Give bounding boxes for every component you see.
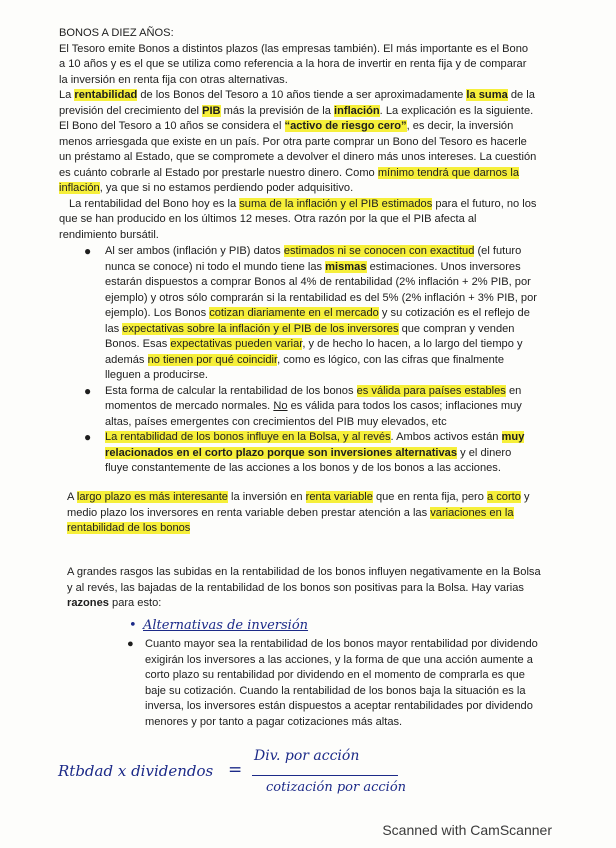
text: Esta forma de calcular la rentabilidad de los bonos [105,384,357,397]
bullet-icon: ● [127,638,134,650]
underlined-text: No [273,400,288,412]
text: más la previsión de la [220,104,335,117]
highlight: no tienen por qué coincidir [147,353,278,366]
highlight: la suma [466,89,508,101]
text: y su cotización es el reflejo de las [105,307,530,335]
highlight: es válida para países estables [356,384,506,397]
text: Cuanto mayor sea la rentabilidad de los bonos mayor rentabilidad por dividendo exigirán los inversores a las acciones, y la forma de que una acción aumente a corto plazo su rentabilidad por dividendo en el momento de comprarla es que baje su cotización. Cuando la rentabilidad de los bonos baja la situación es la inversa, los inversores están dispuestos a aceptar rentabilidades por dividendo menores y por tanto a pagar cotizaciones más altas. [145,638,538,728]
activo-paragraph [59,119,537,197]
bullet-icon: • [129,617,137,633]
fraction-bar [252,775,398,776]
handwritten-note [129,618,545,634]
text: A [67,491,77,503]
bullet-icon: ● [84,383,92,398]
highlight: suma de la inflación y el PIB estimados [239,197,433,210]
text: (el futuro nunca se conoce) ni todo el mundo tiene las [105,245,522,273]
formula-equals: = [228,760,243,780]
text: A grandes rasgos las subidas en la rentabilidad de los bonos influyen negativamente en la Bolsa y al revés, las bajadas de la rentabilidad de los bonos son positivas para la Bolsa. Hay varias [67,566,541,594]
highlight: variaciones en la rentabilidad de los bonos [67,506,514,534]
list-item [84,244,537,384]
text: para el futuro, no los que se han producido en los últimos 12 meses. Otra razón por la que el PIB afecta al rendimiento bursátil. [59,197,537,241]
scanner-watermark: Scanned with CamScanner [382,822,552,838]
text: estimaciones. Unos inversores estarán dispuestos a comprar Bonos al 4% de rentabilidad (2% inflación + 2% PIB, por ejemplo) y otros sólo comprarán si la rentabilidad es del 5% (2% inflación + 3% PIB, por ejemplo). Los Bonos [105,260,537,319]
text: , y de hecho lo hacen, a lo largo del tiempo y además [105,338,523,366]
text: y medio plazo los inversores en renta variable deben prestar atención a las [67,491,530,519]
formula-denominator: cotización por acción [266,780,407,795]
list-item [84,384,537,431]
text: que compran y venden Bonos. Esas [105,322,515,350]
text: , ya que si no estamos perdiendo poder adquisitivo. [99,182,354,194]
list-item [127,637,545,730]
list-item [84,430,537,477]
highlight: rentabilidad [74,89,138,101]
text: la inversión en [227,491,306,503]
text: El Bono del Tesoro a 10 años se considera el [59,120,285,132]
highlight: muy relacionados en el corto plazo porque son inversiones alternativas [105,431,525,459]
bono-hoy-paragraph [59,197,537,244]
text: es válida para todos los casos; inflaciones muy altas, países emergentes con crecimientos del PIB muy elevados, etc [105,400,522,428]
highlight: PIB [202,104,221,117]
rentabilidad-paragraph [59,88,537,119]
bullet-icon: ● [84,244,92,258]
highlight: largo plazo es más interesante [76,491,228,503]
text: , como es lógico, con las cifras que finalmente lleguen a producirse. [105,353,505,381]
text: Al ser ambos (inflación y PIB) datos [105,245,284,257]
handwritten-text: Alternativas de inversión [143,617,309,633]
text: que en renta fija, pero [372,491,487,503]
formula-lhs: Rtbdad x dividendos [58,762,214,780]
highlight: expectativas pueden variar [170,338,303,350]
highlight: a corto [487,491,521,503]
highlight: “activo de riesgo cero” [284,120,407,132]
text: para esto: [108,597,162,609]
text: de los Bonos del Tesoro a 10 años tiende a ser aproximadamente [137,89,467,101]
text: . La explicación es la siguiente. [379,104,534,117]
highlight: expectativas sobre la inflación y el PIB de los inversores [122,322,399,335]
doc-title: BONOS A DIEZ AÑOS: [59,27,174,39]
highlight: mismas [325,260,367,273]
bullet-icon: ● [84,430,92,444]
intro-paragraph: El Tesoro emite Bonos a distintos plazos (las empresas también). El más importante es el Bono a 10 años y es el que se utiliza como referencia a la hora de invertir en renta fija y de comparar la inversión en renta fija con otras alternativas. [59,42,529,86]
highlight: renta variable [305,491,373,503]
text: La [59,89,75,101]
largo-plazo-section [67,490,545,537]
text: en momentos de mercado normales. [105,384,522,412]
text: y el dinero fluye constantemente de las acciones a los bonos y de los bonos a las acciones. [105,446,512,474]
razones-paragraph [67,565,545,612]
highlight: inflación [334,104,380,117]
handwritten-formula [58,748,418,808]
highlight: La rentabilidad de los bonos influye en la Bolsa, y al revés [105,431,391,443]
largo-plazo-paragraph [67,490,545,537]
formula-numerator: Div. por acción [254,748,360,764]
text: de la previsión del crecimiento del [59,89,535,117]
bullet-list [84,244,537,477]
text: , es decir, la inversión menos arriesgada que existe en un país. Por otra parte comprar un Bono del Tesoro es hacerle un préstamo al Estado, que se compromete a devolver el dinero más unos intereses. La cuestión es cuánto cobrarle al Estado por prestarle nuestro dinero. Como [59,120,537,179]
highlight: cotizan diariamente en el mercado [209,307,379,319]
bold-text: razones [67,597,109,609]
document-body [59,26,537,477]
highlight: mínimo tendrá que darnos la inflación [59,166,520,194]
razones-section [67,565,545,730]
text: . Ambos activos están [390,431,502,443]
highlight: estimados ni se conocen con exactitud [283,245,475,257]
text: La rentabilidad del Bono hoy es la [69,197,240,210]
